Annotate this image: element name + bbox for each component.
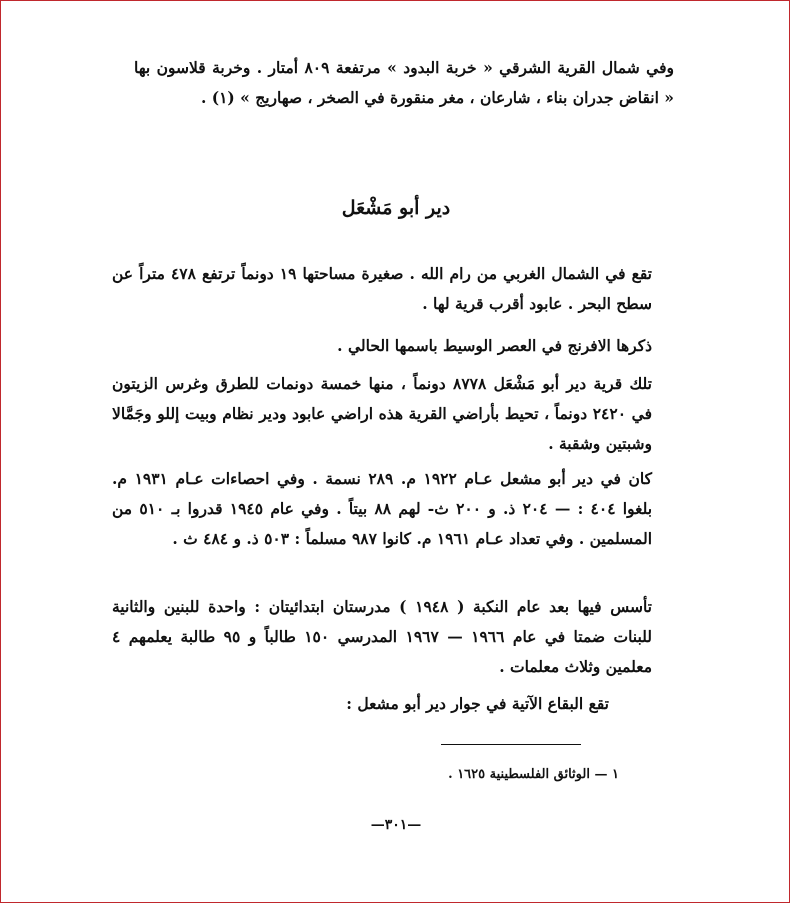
intro-text: وفي شمال القرية الشرقي « خربة البدود » مرتفعة ٨٠٩ أمتار . وخربة قلاسون بها « انقاض جدران بناء ، شارعان ، مغر منقورة في الصخر ، صهاريج » (١) . (134, 58, 674, 107)
paragraph-text: ذكرها الافرنج في العصر الوسيط باسمها الحالي . (337, 336, 652, 355)
intro-paragraph (134, 53, 674, 113)
paragraph-text: كان في دير أبو مشعل عـام ١٩٢٢ م. ٢٨٩ نسمة . وفي احصاءات عـام ١٩٣١ م. بلغوا ٤٠٤ : — ٢٠٤ ذ. و ٢٠٠ ث- لهم ٨٨ بيتاً . وفي عام ١٩٤٥ قدروا بـ ٥١٠ من المسلمين . وفي تعداد عـام ١٩٦١ م. كانوا ٩٨٧ مسلماً : ٥٠٣ ذ. و ٤٨٤ ث . (112, 469, 653, 548)
paragraph-text: تقع في الشمال الغربي من رام الله . صغيرة مساحتها ١٩ دونماً ترتفع ٤٧٨ متراً عن سطح البحر . عابود أقرب قرية لها . (112, 264, 652, 313)
page-number: —٣٠١— (370, 817, 422, 833)
footnote-divider (441, 744, 581, 745)
section-title: دير أبو مَشْعَل (341, 197, 451, 219)
paragraph-nearby-sites (139, 689, 609, 719)
paragraph-lands (112, 369, 674, 459)
paragraph-history (112, 331, 674, 361)
paragraph-text: تلك قرية دير أبو مَشْعَل ٨٧٧٨ دونماً ، منها خمسة دونمات للطرق وغرس الزيتون في ٢٤٢٠ دونماً ، تحيط بأراضي القرية هذه اراضي عابود ودير نظام وبيت إللو وجَمَّالا وشبتين وشقبة . (112, 374, 652, 453)
paragraph-text: تقع البقاع الآتية في جوار دير أبو مشعل : (346, 694, 609, 713)
paragraph-schools (112, 592, 674, 682)
paragraph-location (112, 259, 674, 319)
paragraph-population (112, 464, 674, 554)
footnote: ١ — الوثائق الفلسطينية ١٦٢٥ . (448, 767, 619, 782)
paragraph-text: تأسس فيها بعد عام النكبة ( ١٩٤٨ ) مدرستان ابتدائيتان : واحدة للبنين والثانية للبنات ضمتا في عام ١٩٦٦ — ١٩٦٧ المدرسي ١٥٠ طالباً و ٩٥ طالبة يعلمهم ٤ معلمين وثلاث معلمات . (112, 597, 653, 676)
